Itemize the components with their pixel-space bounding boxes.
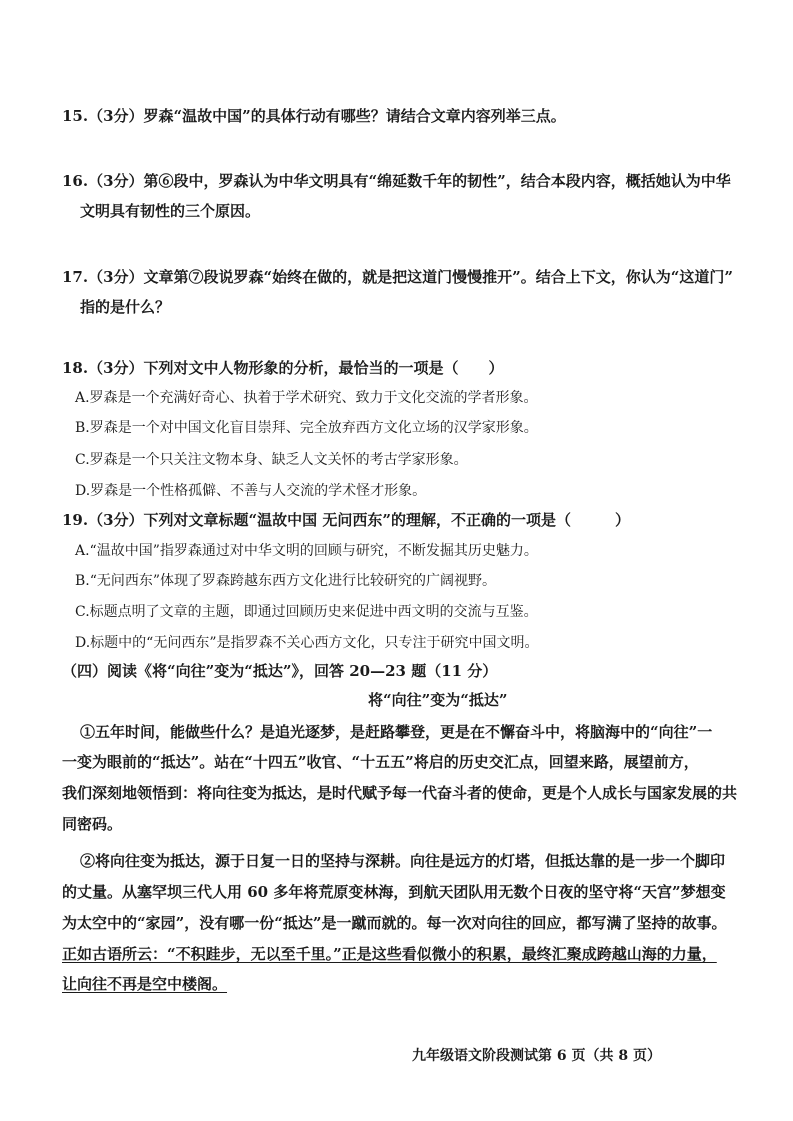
question-19-stem-close: ）	[615, 511, 631, 529]
article-title: 将“向往”变为“抵达”	[368, 691, 508, 709]
question-18-stem-text: 18.（3分）下列对文中人物形象的分析，最恰当的一项是（	[62, 359, 459, 377]
question-17-line-1: 17.（3分）文章第⑦段说罗森“始终在做的，就是把这道门慢慢推开”。结合上下文，你认为“这道门”	[62, 268, 734, 286]
question-15: 15.（3分）罗森“温故中国”的具体行动有哪些？请结合文章内容列举三点。	[62, 107, 566, 125]
question-18-option-b: B.罗森是一个对中国文化盲目崇拜、完全放弃西方文化立场的汉学家形象。	[75, 420, 538, 436]
paragraph-1-line-3: 我们深刻地领悟到：将向往变为抵达，是时代赋予每一代奋斗者的使命，更是个人成长与国家发展的共	[62, 784, 738, 802]
question-17-line-2: 指的是什么？	[80, 298, 171, 316]
question-16-line-1: 16.（3分）第⑥段中，罗森认为中华文明具有“绵延数千年的韧性”，结合本段内容，概括她认为中华	[62, 172, 731, 190]
question-19-option-b: B.“无问西东”体现了罗森跨越东西方文化进行比较研究的广阔视野。	[75, 573, 497, 589]
paragraph-1-line-1: ①五年时间，能做些什么？是追光逐梦，是赶路攀登，更是在不懈奋斗中，将脑海中的“向往”一	[80, 723, 713, 741]
question-18-option-d: D.罗森是一个性格孤僻、不善与人交流的学术怪才形象。	[75, 483, 427, 499]
paragraph-2-line-3: 为太空中的“家园”，没有哪一份“抵达”是一蹴而就的。每一次对向往的回应，都写满了坚持的故事。	[62, 914, 727, 932]
section-4-heading: （四）阅读《将“向往”变为“抵达”》，回答 20—23 题（11 分）	[62, 662, 498, 680]
paragraph-2-line-2: 的丈量。从塞罕坝三代人用 60 多年将荒原变林海，到航天团队用无数个日夜的坚守将“天宫”梦想变	[62, 883, 726, 901]
question-19-option-c: C.标题点明了文章的主题，即通过回顾历史来促进中西文明的交流与互鉴。	[75, 604, 538, 620]
paragraph-2-underlined-line-2: 让向往不再是空中楼阁。	[62, 975, 228, 993]
paragraph-2-line-1: ②将向往变为抵达，源于日复一日的坚持与深耕。向往是远方的灯塔，但抵达靠的是一步一个脚印	[80, 852, 726, 870]
question-18-stem-close: ）	[488, 359, 504, 377]
question-16-line-2: 文明具有韧性的三个原因。	[80, 202, 261, 220]
paragraph-1-line-4: 同密码。	[62, 815, 123, 833]
paragraph-2-underlined-line-1: 正如古语所云：“不积跬步，无以至千里。”正是这些看似微小的积累，最终汇聚成跨越山海的力量，	[62, 945, 717, 963]
question-19-stem	[62, 510, 630, 530]
question-18-option-c: C.罗森是一个只关注文物本身、缺乏人文关怀的考古学家形象。	[75, 452, 468, 468]
question-18-stem	[62, 358, 504, 378]
question-19-option-a: A.“温故中国”指罗森通过对中华文明的回顾与研究，不断发掘其历史魅力。	[75, 543, 538, 559]
question-18-option-a: A.罗森是一个充满好奇心、执着于学术研究、致力于文化交流的学者形象。	[75, 390, 538, 406]
question-19-option-d: D.标题中的“无问西东”是指罗森不关心西方文化，只专注于研究中国文明。	[75, 635, 539, 651]
question-19-stem-text: 19.（3分）下列对文章标题“温故中国 无问西东”的理解，不正确的一项是（	[62, 511, 572, 529]
paragraph-1-line-2: 一变为眼前的“抵达”。站在“十四五”收官、“十五五”将启的历史交汇点，回望来路，展望前方，	[62, 753, 699, 771]
page-footer: 九年级语文阶段测试第 6 页（共 8 页）	[412, 1048, 661, 1064]
